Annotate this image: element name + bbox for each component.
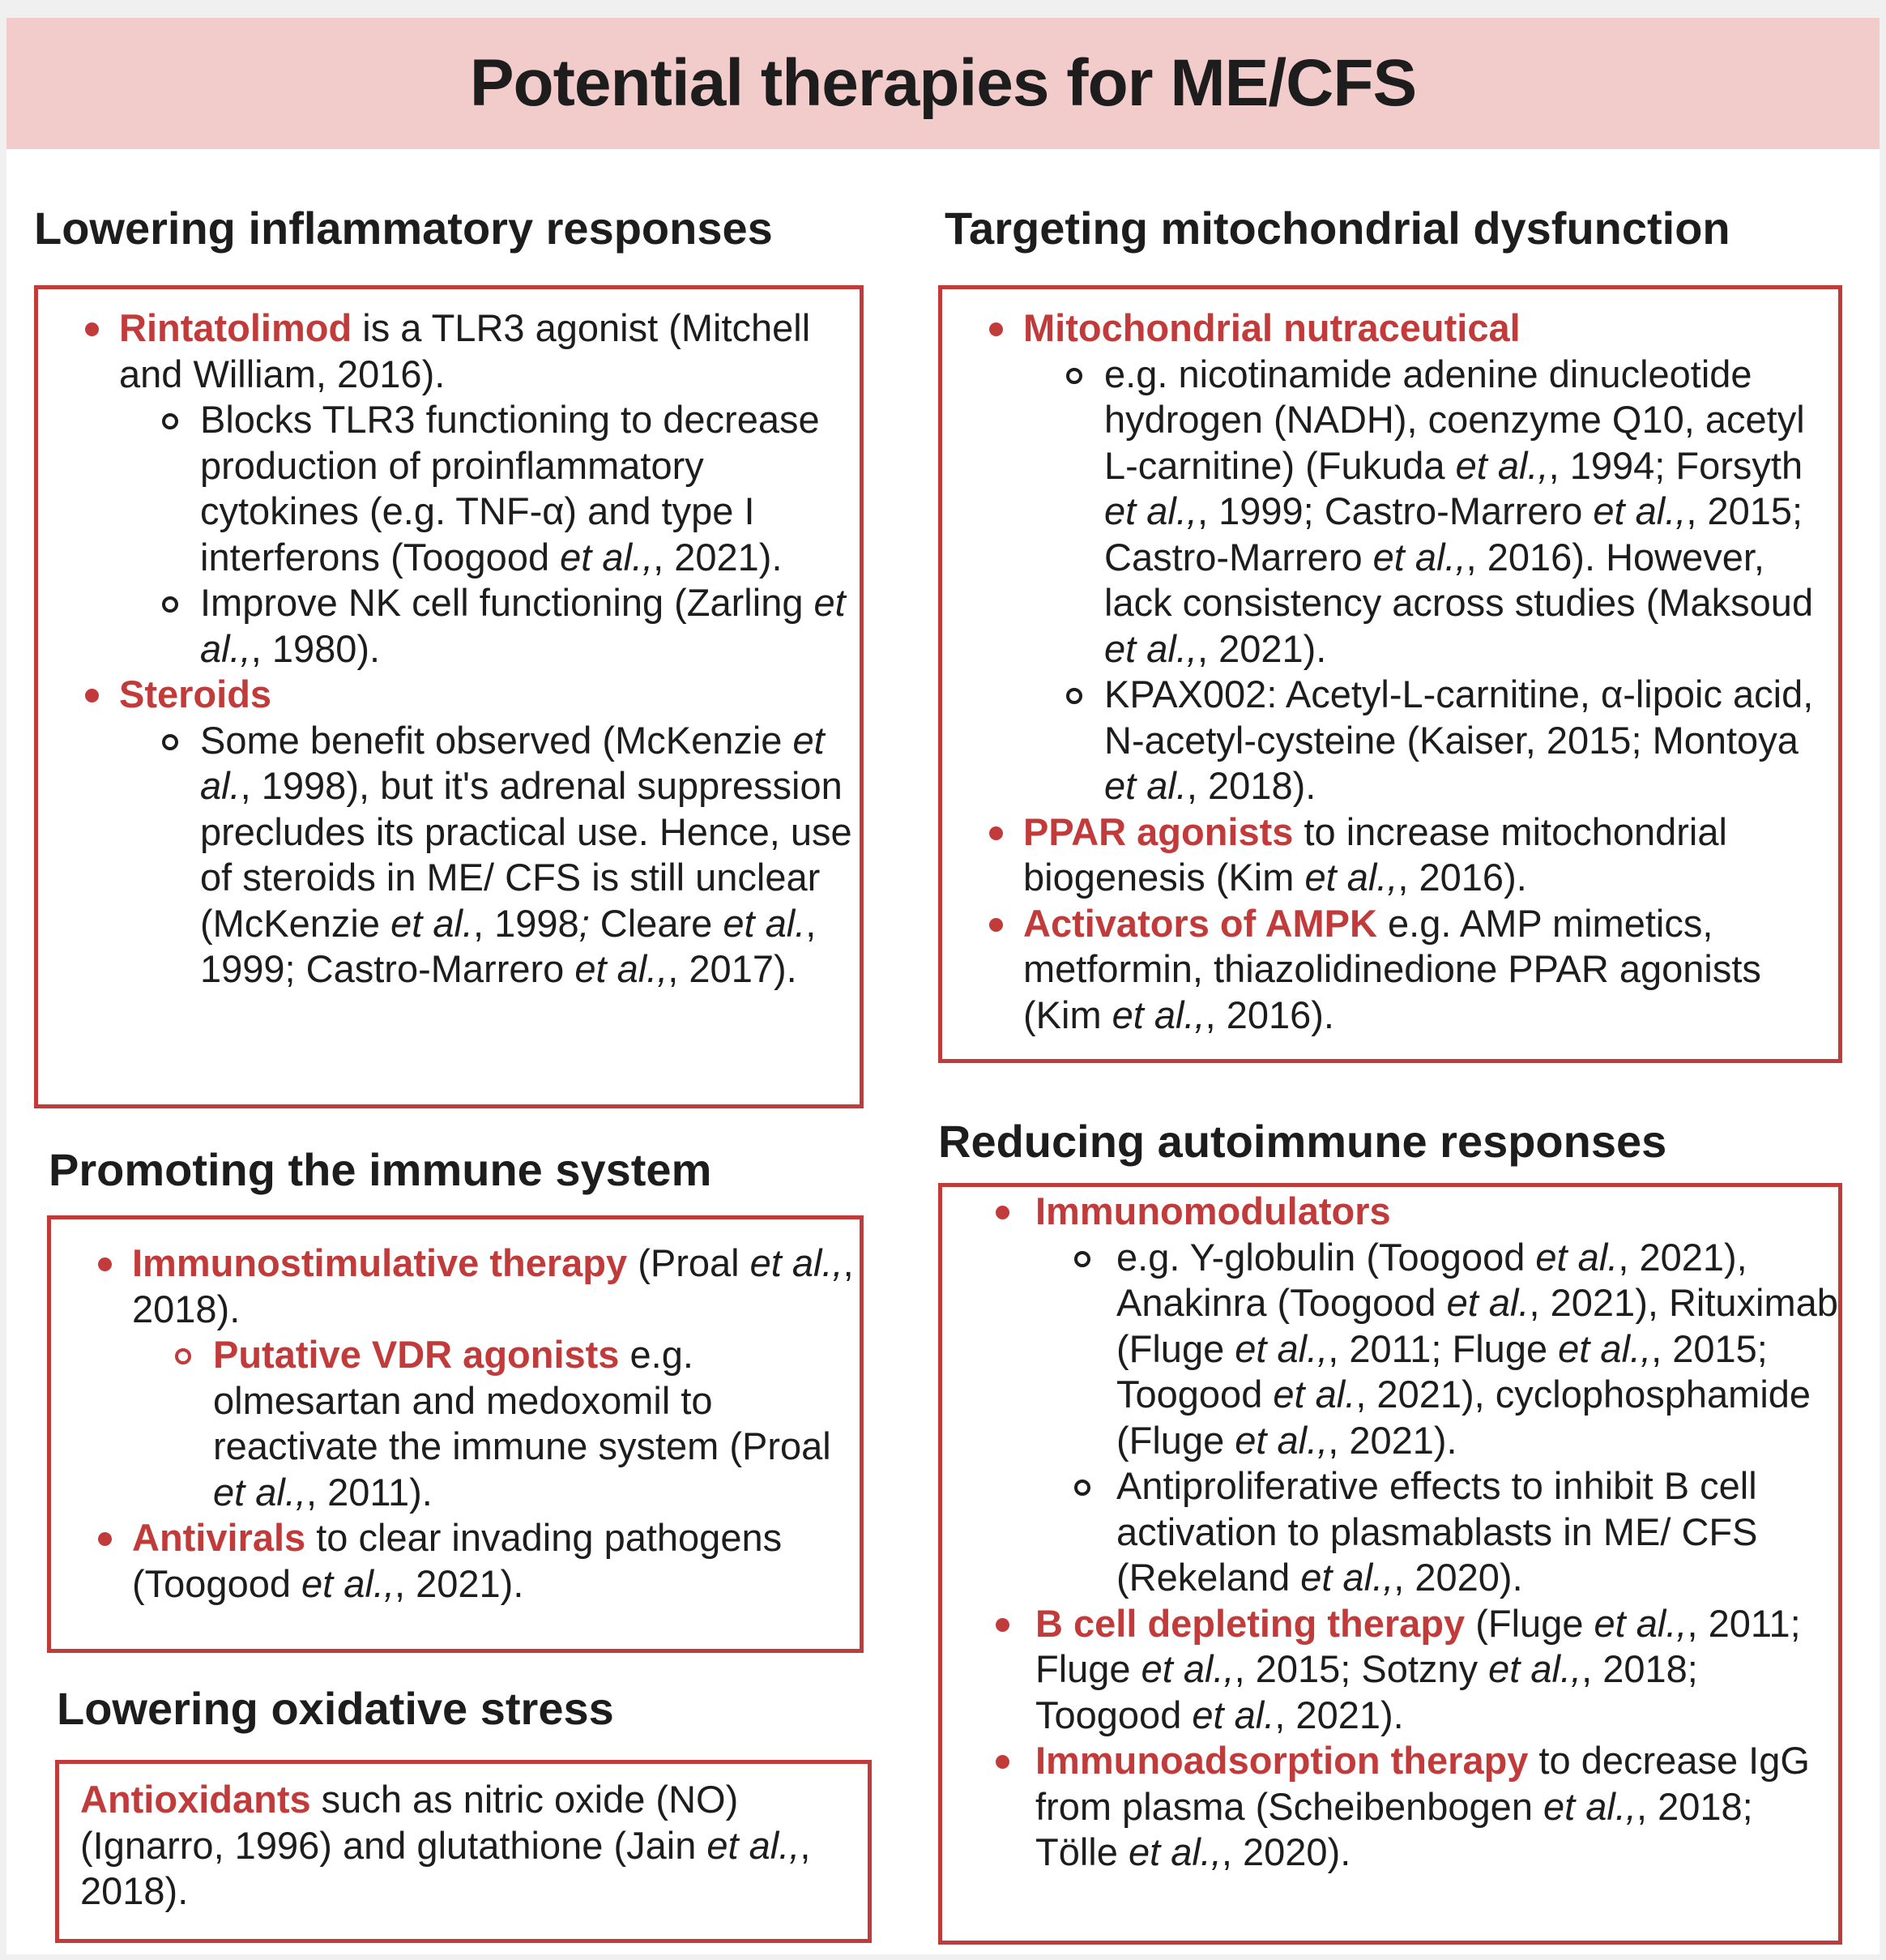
box-inflammatory bbox=[34, 285, 864, 1108]
box-mitochondrial bbox=[938, 285, 1842, 1063]
bullet-immunoadsorption: Immunoadsorption therapy to decrease IgG from plasma (Scheibenbogen et al.,, 2018; Tölle et al.,, 2020). bbox=[942, 1738, 1838, 1876]
sub-bullet-nadh: e.g. nicotinamide adenine dinucleotide hydrogen (NADH), coenzyme Q10, acetyl L-carnitine) (Fukuda et al.,, 1994; Forsyth et al.,, 1999; Castro-Marrero et al.,, 2015; Castro-Marrero et al.,, 2016). However, lack consistency across studies (Maksoud et al.,, 2021). bbox=[942, 352, 1838, 673]
sub-bullet-antiproliferative: Antiproliferative effects to inhibit B cell activation to plasmablasts in ME/ CFS (Rekeland et al.,, 2020). bbox=[942, 1463, 1838, 1601]
sub-bullet-globulin: e.g. Y-globulin (Toogood et al., 2021), Anakinra (Toogood et al., 2021), Rituximab (Fluge et al.,, 2011; Fluge et al.,, 2015; Toogood et al., 2021), cyclophosphamide (Fluge et al.,, 2021). bbox=[942, 1235, 1838, 1464]
bullet-steroids: Steroids bbox=[38, 672, 860, 718]
antioxidants-text: Antioxidants such as nitric oxide (NO) (Ignarro, 1996) and glutathione (Jain et al.,, 2018). bbox=[80, 1778, 811, 1912]
figure-page bbox=[6, 18, 1880, 1954]
heading-mitochondrial: Targeting mitochondrial dysfunction bbox=[945, 203, 1730, 254]
page-title: Potential therapies for ME/CFS bbox=[469, 46, 1417, 120]
sub-bullet-blocks-tlr3: Blocks TLR3 functioning to decrease production of proinflammatory cytokines (e.g. TNF-α) and type I interferons (Toogood et al.,, 2021). bbox=[38, 397, 860, 580]
box-autoimmune bbox=[938, 1183, 1842, 1945]
bullet-antivirals: Antivirals to clear invading pathogens (Toogood et al.,, 2021). bbox=[51, 1515, 860, 1607]
sub-bullet-vdr-agonists: Putative VDR agonists e.g. olmesartan and medoxomil to reactivate the immune system (Proal et al.,, 2011). bbox=[51, 1332, 860, 1515]
box-immune bbox=[47, 1215, 864, 1653]
bullet-immunomodulators: Immunomodulators bbox=[942, 1189, 1838, 1235]
heading-autoimmune: Reducing autoimmune responses bbox=[938, 1116, 1667, 1167]
bullet-ppar-agonists: PPAR agonists to increase mitochondrial biogenesis (Kim et al.,, 2016). bbox=[942, 809, 1838, 901]
sub-bullet-nk-cell: Improve NK cell functioning (Zarling et al.,, 1980). bbox=[38, 580, 860, 672]
bullet-rintatolimod: Rintatolimod is a TLR3 agonist (Mitchell and William, 2016). bbox=[38, 305, 860, 397]
bullet-ampk-activators: Activators of AMPK e.g. AMP mimetics, metformin, thiazolidinedione PPAR agonists (Kim et al.,, 2016). bbox=[942, 901, 1838, 1039]
sub-bullet-kpax002: KPAX002: Acetyl-L-carnitine, α-lipoic acid, N-acetyl-cysteine (Kaiser, 2015; Montoya et al., 2018). bbox=[942, 672, 1838, 809]
bullet-immunostimulative: Immunostimulative therapy (Proal et al.,, 2018). bbox=[51, 1240, 860, 1332]
bullet-b-cell-depleting: B cell depleting therapy (Fluge et al.,, 2011; Fluge et al.,, 2015; Sotzny et al.,, 2018; Toogood et al., 2021). bbox=[942, 1601, 1838, 1739]
sub-bullet-steroid-benefit: Some benefit observed (McKenzie et al., 1998), but it's adrenal suppression precludes its practical use. Hence, use of steroids in ME/ CFS is still unclear (McKenzie et al., 1998; Cleare et al., 1999; Castro-Marrero et al.,, 2017). bbox=[38, 718, 860, 993]
heading-immune: Promoting the immune system bbox=[49, 1144, 712, 1195]
heading-oxidative: Lowering oxidative stress bbox=[57, 1683, 614, 1734]
heading-inflammatory: Lowering inflammatory responses bbox=[34, 203, 773, 254]
bullet-mito-nutraceutical: Mitochondrial nutraceutical bbox=[942, 305, 1838, 352]
title-banner bbox=[6, 18, 1880, 149]
box-oxidative bbox=[55, 1760, 872, 1943]
